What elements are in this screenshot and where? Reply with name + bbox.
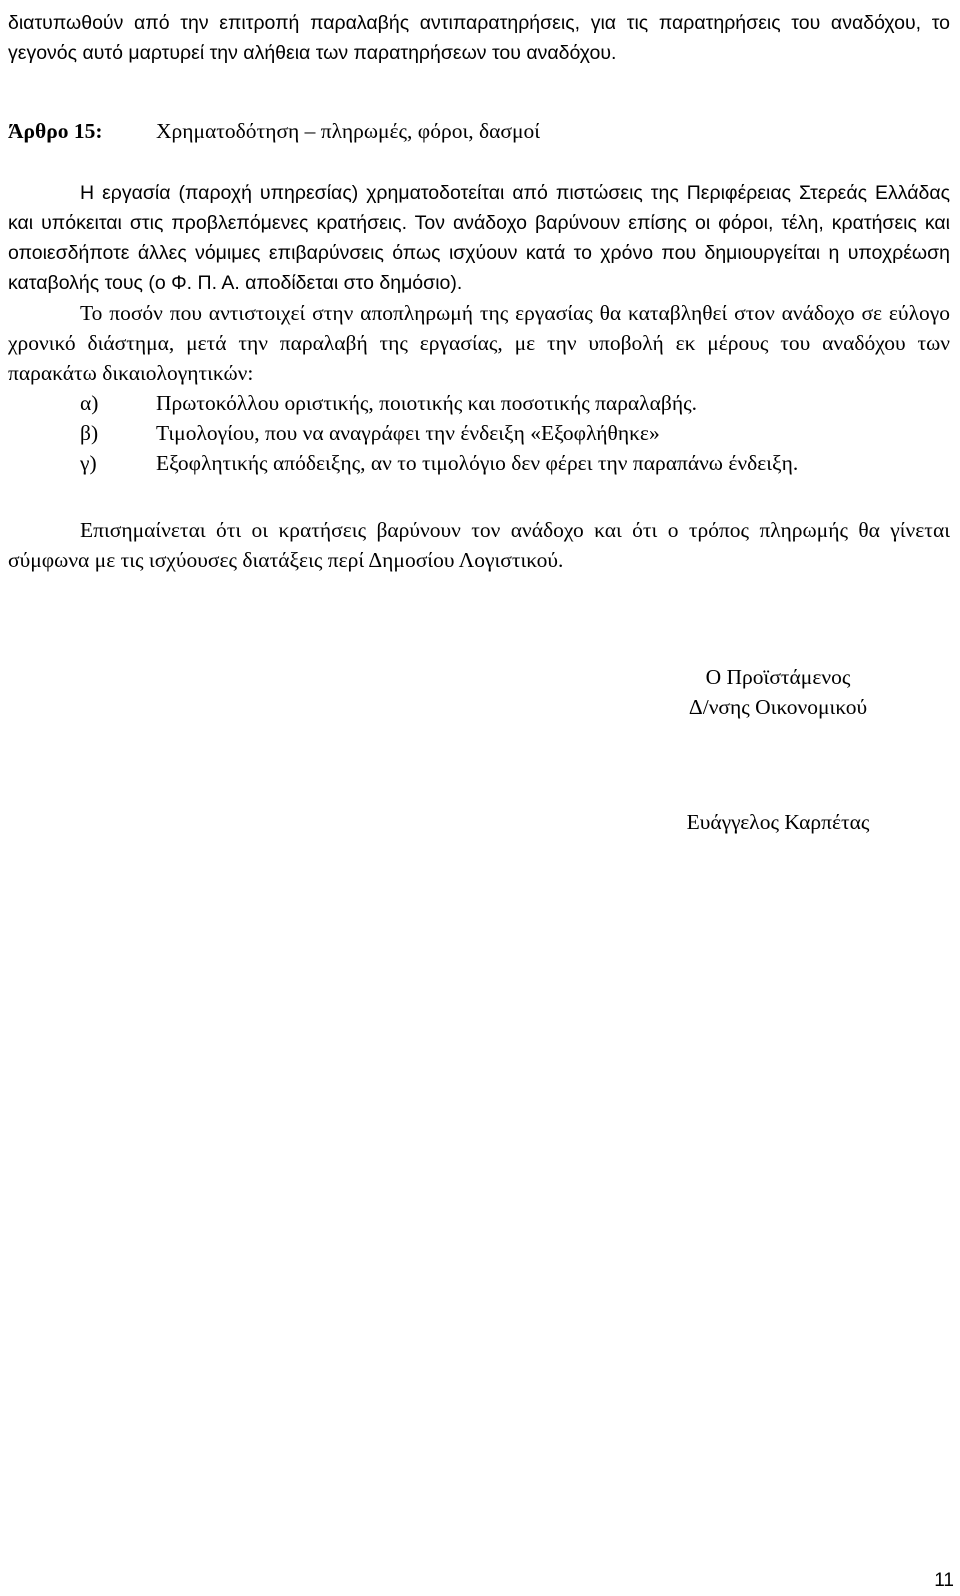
intro-paragraph: διατυπωθούν από την επιτροπή παραλαβής αντιπαρατηρήσεις, για τις παρατηρήσεις του αναδόχου, το γεγονός αυτό μαρτυρεί την αλήθεια των παρατηρήσεων του αναδόχου. bbox=[8, 12, 950, 64]
article-label: Άρθρο 15: bbox=[8, 119, 103, 143]
signature-name: Ευάγγελος Καρπέτας bbox=[686, 810, 870, 834]
article-title: Χρηματοδότηση – πληρωμές, φόροι, δασμοί bbox=[156, 119, 541, 143]
list-item bbox=[8, 388, 950, 418]
signature-role bbox=[628, 662, 928, 722]
article-heading bbox=[8, 116, 950, 146]
list-marker: β) bbox=[80, 421, 99, 445]
list-text: Τιμολογίου, που να αναγράφει την ένδειξη «Εξοφλήθηκε» bbox=[156, 421, 660, 445]
list-marker: γ) bbox=[80, 451, 97, 475]
list-item bbox=[8, 448, 950, 478]
payment-paragraph: Το ποσόν που αντιστοιχεί στην αποπληρωμή της εργασίας θα καταβληθεί στον ανάδοχο σε εύλογο χρονικό διάστημα, μετά την παραλαβή της εργασίας, με την υποβολή εκ μέρους του αναδόχου των παρακάτω δικαιολογητικών: bbox=[8, 301, 950, 385]
list-text: Εξοφλητικής απόδειξης, αν το τιμολόγιο δεν φέρει την παραπάνω ένδειξη. bbox=[156, 451, 799, 475]
financing-paragraph: Η εργασία (παροχή υπηρεσίας) χρηματοδοτείται από πιστώσεις της Περιφέρειας Στερεάς Ελλάδας και υπόκειται στις προβλεπόμενες κρατήσεις. Τον ανάδοχο βαρύνουν επίσης οι φόροι, τέλη, κρατήσεις και οποιεσδήποτε άλλες νόμιμες επιβαρύνσεις όπως ισχύουν κατά το χρόνο που δημιουργείται η υποχρέωση καταβολής τους (ο Φ. Π. Α. αποδίδεται στο δημόσιο). bbox=[8, 182, 950, 294]
list-marker: α) bbox=[80, 391, 99, 415]
page-number: 11 bbox=[934, 1570, 954, 1591]
list-text: Πρωτοκόλλου οριστικής, ποιοτικής και ποσοτικής παραλαβής. bbox=[156, 391, 697, 415]
list-item bbox=[8, 418, 950, 448]
signature-role-line1: Ο Προϊστάμενος bbox=[705, 665, 851, 689]
signature-role-line2: Δ/νσης Οικονομικού bbox=[688, 695, 868, 719]
closing-paragraph: Επισημαίνεται ότι οι κρατήσεις βαρύνουν τον ανάδοχο και ότι ο τρόπος πληρωμής θα γίνεται σύμφωνα με τις ισχύουσες διατάξεις περί Δημοσίου Λογιστικού. bbox=[8, 518, 950, 572]
documents-list bbox=[8, 388, 950, 478]
